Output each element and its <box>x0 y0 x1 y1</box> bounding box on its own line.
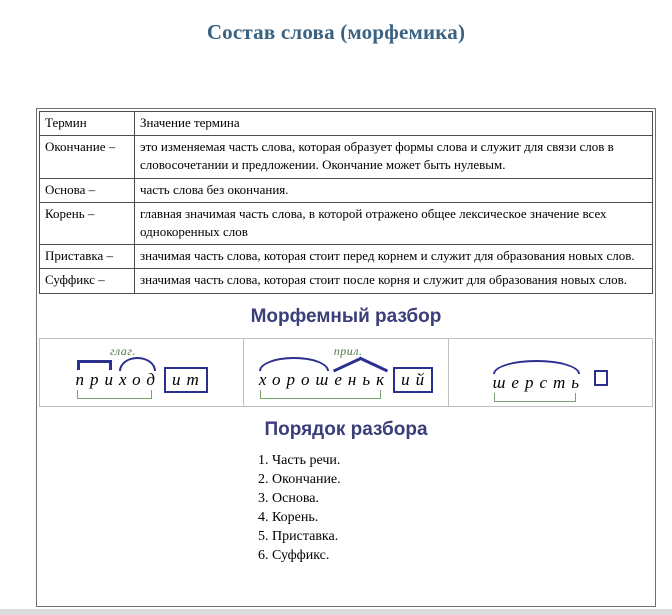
term-suffiks: Суффикс – <box>40 269 135 293</box>
list-item: 5. Приставка. <box>258 528 339 544</box>
root-segment: ход <box>119 369 162 389</box>
ending-segment: ит <box>164 367 208 393</box>
column-header-term: Термин <box>40 112 135 136</box>
definition-osnova: часть слова без окончания. <box>135 178 653 202</box>
term-okonchanie: Окончание – <box>40 136 135 178</box>
word-example-prikhodit <box>40 339 244 406</box>
definition-koren: главная значимая часть слова, в которой отражено общее лексическое значение всех однокоренных слов <box>135 202 653 244</box>
part-of-speech-label: прил. <box>333 343 363 358</box>
list-item: 3. Основа. <box>258 490 319 506</box>
list-item: 1. Часть речи. <box>258 452 341 468</box>
page-bottom-edge <box>0 609 672 615</box>
parsing-order-list <box>258 451 655 565</box>
table-header-row <box>40 112 653 136</box>
prefix-segment: при <box>75 369 120 389</box>
analyzed-word <box>258 343 433 393</box>
root-segment: хорош <box>258 369 335 389</box>
definition-okonchanie: это изменяемая часть слова, которая образует формы слова и служит для связи слов в словосочетании и предложении. Окончание может быть нулевым. <box>135 136 653 178</box>
definition-pristavka: значимая часть слова, которая стоит перед корнем и служит для образования новых слов. <box>135 245 653 269</box>
suffix-segment: еньк <box>334 369 391 389</box>
table-row <box>40 202 653 244</box>
table-row <box>40 178 653 202</box>
list-item: 6. Суффикс. <box>258 547 330 563</box>
table-row <box>40 136 653 178</box>
analyzed-word <box>493 370 608 393</box>
list-item: 2. Окончание. <box>258 471 341 487</box>
order-section-heading: Порядок разбора <box>264 418 428 440</box>
term-pristavka: Приставка – <box>40 245 135 269</box>
analyzed-word <box>75 343 208 393</box>
ending-segment: ий <box>393 367 433 393</box>
definition-suffiks: значимая часть слова, которая стоит после корня и служит для образования новых слов. <box>135 269 653 293</box>
word-example-sherst <box>449 339 652 406</box>
morpheme-examples-strip <box>39 338 653 407</box>
stem-bracket <box>76 370 162 390</box>
stem-bracket <box>259 370 390 390</box>
part-of-speech-label: глаг. <box>109 343 136 358</box>
table-row <box>40 269 653 293</box>
zero-ending-box <box>594 370 608 386</box>
terms-table <box>39 111 653 294</box>
content-frame <box>36 108 656 607</box>
table-row <box>40 245 653 269</box>
page-title: Состав слова (морфемика) <box>206 20 466 44</box>
term-koren: Корень – <box>40 202 135 244</box>
root-segment: шерсть <box>492 372 586 392</box>
word-example-khoroshenkiy <box>244 339 448 406</box>
morpheme-section-heading: Морфемный разбор <box>250 305 442 327</box>
column-header-definition: Значение термина <box>135 112 653 136</box>
term-osnova: Основа – <box>40 178 135 202</box>
stem-bracket <box>493 373 585 393</box>
list-item: 4. Корень. <box>258 509 319 525</box>
